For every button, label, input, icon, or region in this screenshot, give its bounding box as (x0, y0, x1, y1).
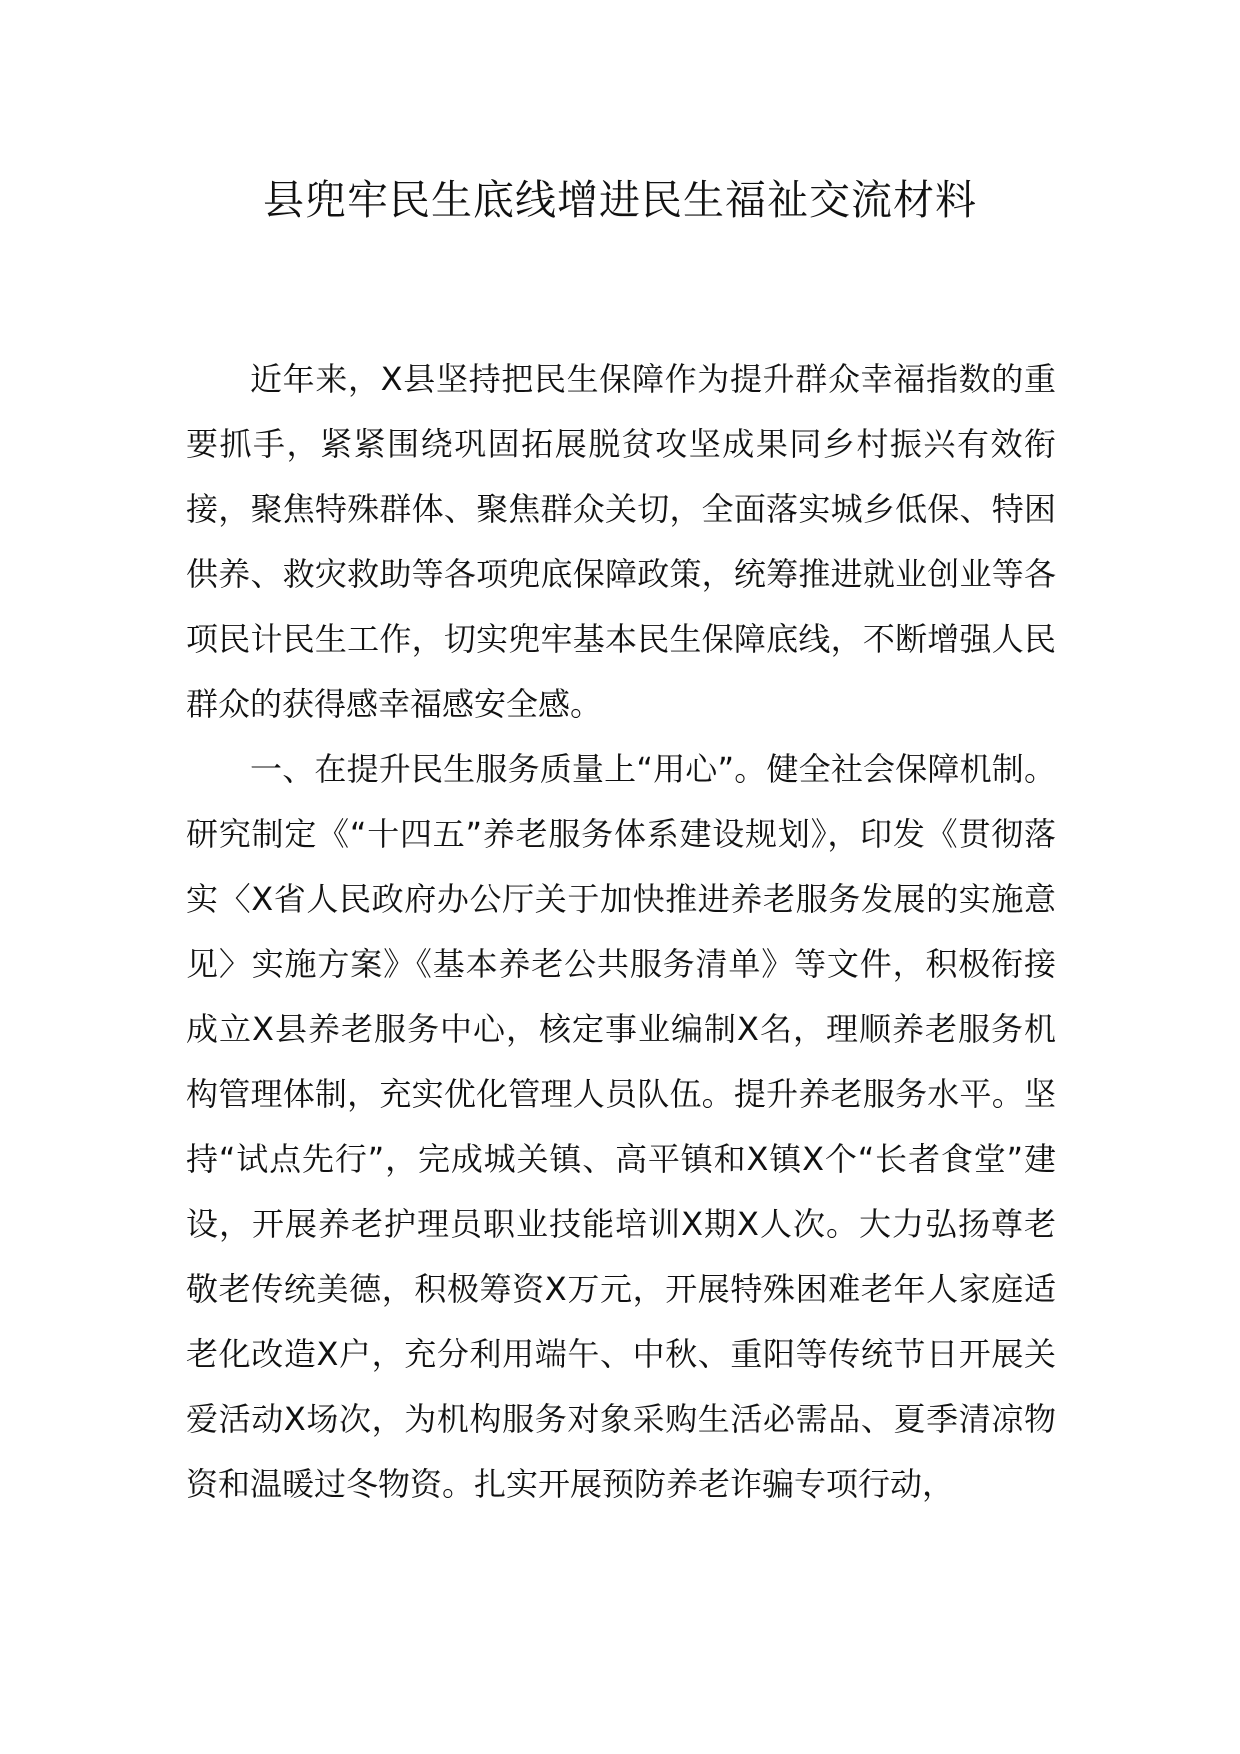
document-title: 县兜牢民生底线增进民生福祉交流材料 (263, 176, 977, 224)
paragraph-section-one: 一、在提升民生服务质量上“用心”。健全社会保障机制。研究制定《“十四五”养老服务体系建设规划》，印发《贯彻落实〈X省人民政府办公厅关于加快推进养老服务发展的实施意见〉实施方案》《基本养老公共服务清单》等文件，积极衔接成立X县养老服务中心，核定事业编制X名，理顺养老服务机构管理体制，充实优化管理人员队伍。提升养老服务水平。坚持“试点先行”，完成城关镇、高平镇和X镇X个“长者食堂”建设，开展养老护理员职业技能培训X期X人次。大力弘扬尊老敬老传统美德，积极筹资X万元，开展特殊困难老年人家庭适老化改造X户，充分利用端午、中秋、重阳等传统节日开展关爱活动X场次，为机构服务对象采购生活必需品、夏季清凉物资和温暖过冬物资。扎实开展预防养老诈骗专项行动， (186, 750, 1056, 1503)
document-body (186, 347, 1056, 1517)
paragraph-intro: 近年来，X县坚持把民生保障作为提升群众幸福指数的重要抓手，紧紧围绕巩固拓展脱贫攻坚成果同乡村振兴有效衔接，聚焦特殊群体、聚焦群众关切，全面落实城乡低保、特困供养、救灾救助等各项兜底保障政策，统筹推进就业创业等各项民计民生工作，切实兜牢基本民生保障底线，不断增强人民群众的获得感幸福感安全感。 (186, 360, 1056, 723)
